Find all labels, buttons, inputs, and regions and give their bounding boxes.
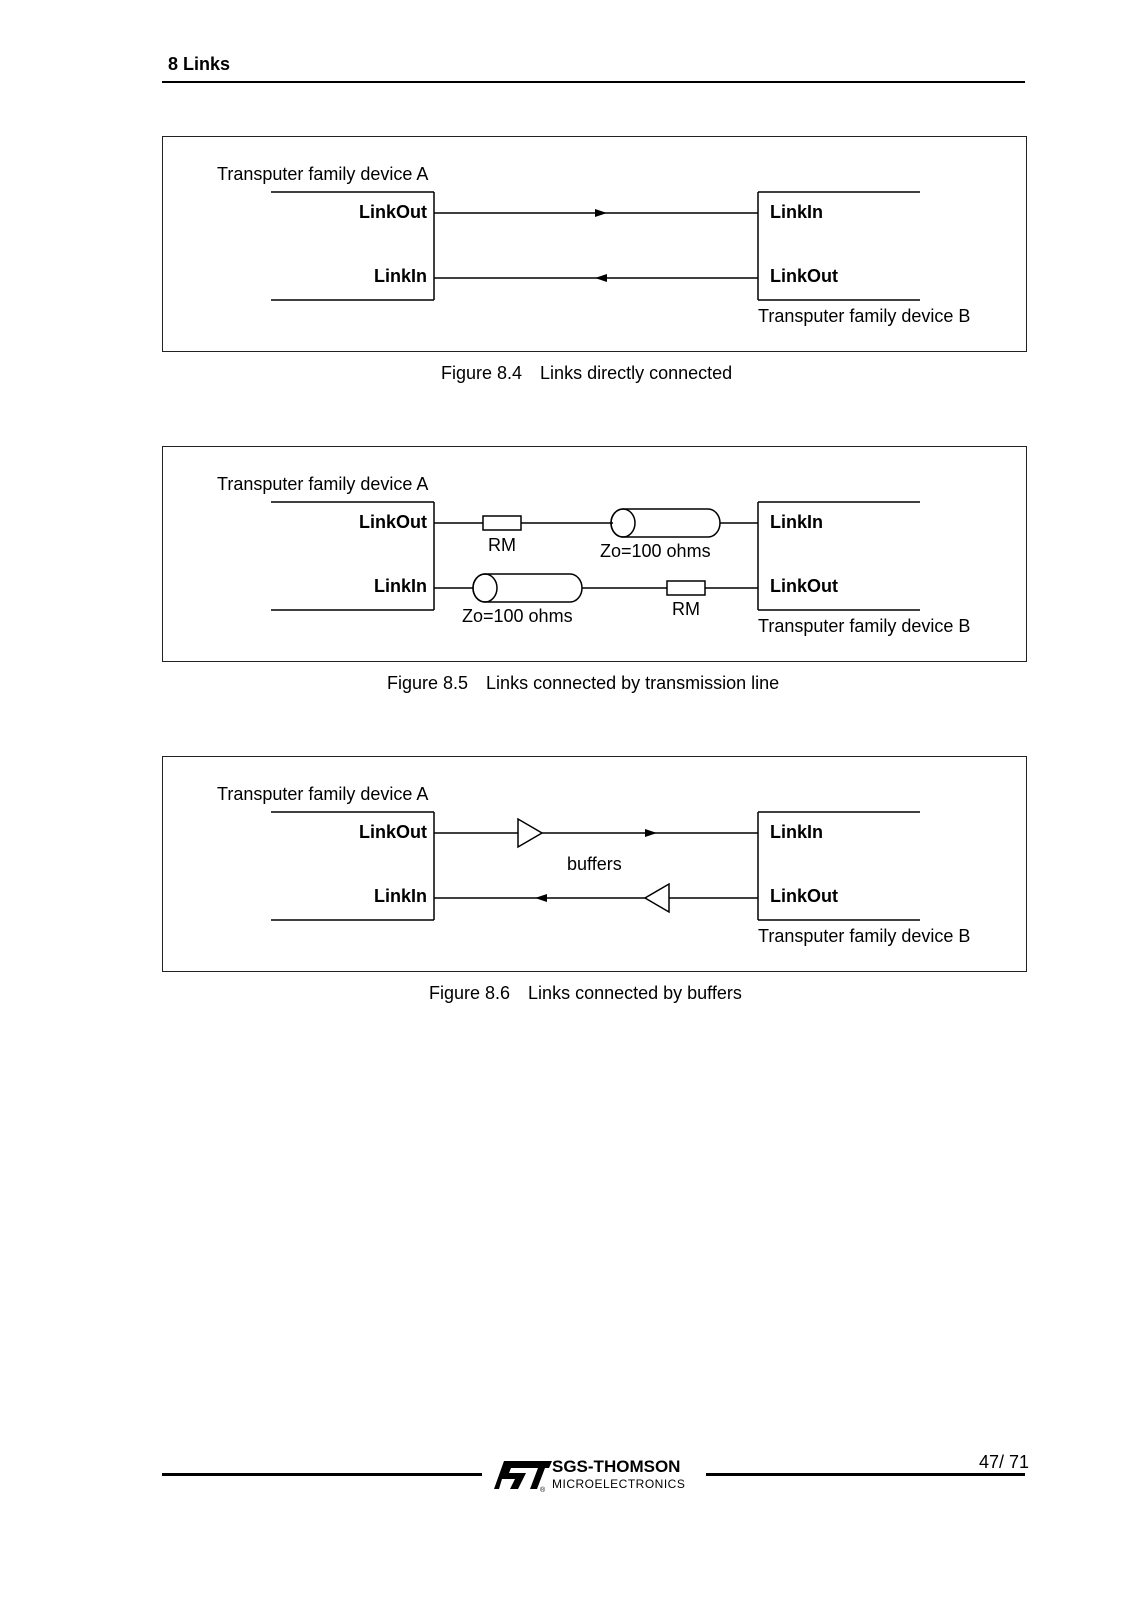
device-a-linkin: LinkIn	[374, 266, 427, 286]
arrow-left-icon	[535, 894, 547, 902]
arrow-left-icon	[595, 274, 607, 282]
device-b-label: Transputer family device B	[758, 616, 971, 636]
figure-8-6-diagram	[162, 756, 1027, 972]
device-a-linkout: LinkOut	[359, 512, 427, 532]
arrow-right-icon	[645, 829, 657, 837]
footer-rule-right	[706, 1473, 1025, 1476]
svg-text:®: ®	[540, 1487, 546, 1493]
coax-cable-top	[611, 509, 720, 537]
device-b-linkin: LinkIn	[770, 512, 823, 532]
device-b-linkout: LinkOut	[770, 266, 838, 286]
device-b-linkin: LinkIn	[770, 822, 823, 842]
device-a-linkout: LinkOut	[359, 822, 427, 842]
device-a-label: Transputer family device A	[217, 164, 429, 184]
zo-label-top: Zo=100 ohms	[600, 541, 711, 561]
figure-8-4-caption	[441, 364, 732, 382]
device-b-linkout: LinkOut	[770, 886, 838, 906]
page-number: 47/ 71	[978, 1452, 1029, 1472]
arrow-right-icon	[595, 209, 607, 217]
device-a-linkin: LinkIn	[374, 576, 427, 596]
figure-number: Figure 8.6	[429, 983, 511, 1003]
rm-label-top: RM	[488, 535, 516, 555]
figure-8-6-caption	[429, 984, 742, 1002]
header-rule	[162, 81, 1025, 83]
coax-cable-bottom	[473, 574, 582, 602]
device-a-linkout: LinkOut	[359, 202, 427, 222]
device-b-label: Transputer family device B	[758, 306, 971, 326]
figure-title: Links connected by buffers	[528, 983, 742, 1003]
rm-label-bottom: RM	[672, 599, 700, 619]
figure-number: Figure 8.5	[387, 673, 469, 693]
section-header: 8 Links	[168, 54, 231, 74]
figure-8-5-caption	[387, 674, 779, 692]
buffers-label: buffers	[567, 854, 622, 874]
st-logo-icon	[494, 1461, 552, 1489]
sgs-thomson-logo	[490, 1455, 700, 1493]
resistor-rm-bottom	[667, 581, 705, 595]
buffer-triangle-right	[518, 819, 542, 847]
device-a-label: Transputer family device A	[217, 784, 429, 804]
device-b-linkout: LinkOut	[770, 576, 838, 596]
zo-label-bottom: Zo=100 ohms	[462, 606, 573, 626]
device-a-linkin: LinkIn	[374, 886, 427, 906]
figure-8-4-diagram	[162, 136, 1027, 352]
logo-sub-text: MICROELECTRONICS	[552, 1477, 686, 1491]
resistor-rm-top	[483, 516, 521, 530]
logo-main-text: SGS-THOMSON	[552, 1457, 681, 1476]
figure-8-5-diagram	[162, 446, 1027, 662]
device-a-label: Transputer family device A	[217, 474, 429, 494]
device-b-label: Transputer family device B	[758, 926, 971, 946]
figure-title: Links directly connected	[540, 363, 733, 383]
buffer-triangle-left	[645, 884, 669, 912]
device-b-linkin: LinkIn	[770, 202, 823, 222]
footer-rule-left	[162, 1473, 482, 1476]
figure-number: Figure 8.4	[441, 363, 523, 383]
figure-title: Links connected by transmission line	[486, 673, 780, 693]
